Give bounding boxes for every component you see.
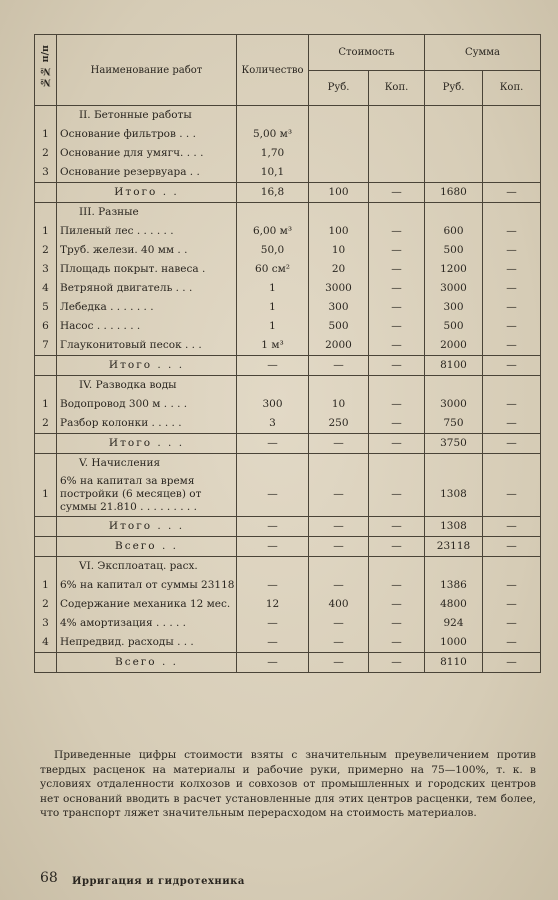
work-name-cell: Глауконитовый песок . . .	[57, 336, 237, 356]
quantity-cell: —	[237, 537, 309, 557]
cost-kop-cell	[369, 376, 425, 396]
sum-kop-cell: —	[483, 298, 541, 317]
table-row	[35, 163, 541, 183]
cost-kop-cell: —	[369, 317, 425, 336]
sum-rub-cell: 2000	[425, 336, 483, 356]
work-name-cell: Водопровод 300 м . . . .	[57, 395, 237, 414]
table-row	[35, 298, 541, 317]
sum-kop-cell: —	[483, 395, 541, 414]
sum-rub-cell: 1386	[425, 576, 483, 595]
table-body	[35, 106, 541, 673]
cost-estimate-table	[34, 34, 541, 673]
work-name-cell: Итого . . .	[57, 517, 237, 537]
work-name-cell: Основание фильтров . . .	[57, 125, 237, 144]
sum-rub-cell: 600	[425, 222, 483, 241]
quantity-cell: —	[237, 434, 309, 454]
row-number-cell	[35, 183, 57, 203]
cost-kop-cell	[369, 454, 425, 474]
row-number-cell	[35, 434, 57, 454]
cost-kop-cell: —	[369, 395, 425, 414]
cost-rub-cell: —	[309, 576, 369, 595]
sum-rub-cell	[425, 203, 483, 223]
table-row	[35, 125, 541, 144]
sum-kop-cell: —	[483, 279, 541, 298]
row-number-cell: 4	[35, 633, 57, 653]
row-number-cell: 3	[35, 163, 57, 183]
sum-kop-cell: —	[483, 633, 541, 653]
cost-kop-cell: —	[369, 653, 425, 673]
quantity-cell: —	[237, 653, 309, 673]
row-number-cell: 1	[35, 576, 57, 595]
cost-rub-cell: 300	[309, 298, 369, 317]
work-name-cell: VI. Эксплоатац. расх.	[57, 557, 237, 577]
work-name-cell: 6% на капитал от суммы 23118	[57, 576, 237, 595]
cost-kop-cell: —	[369, 222, 425, 241]
cost-rub-cell: —	[309, 434, 369, 454]
work-name-cell: Непредвид. расходы . . .	[57, 633, 237, 653]
quantity-cell: 1	[237, 279, 309, 298]
sum-kop-cell: —	[483, 614, 541, 633]
work-name-cell: Ветряной двигатель . . .	[57, 279, 237, 298]
sum-kop-cell: —	[483, 222, 541, 241]
table-row	[35, 595, 541, 614]
sum-rub-cell	[425, 376, 483, 396]
work-name-cell: Основание для умягч. . . .	[57, 144, 237, 163]
work-name-cell: Лебедка . . . . . . .	[57, 298, 237, 317]
cost-kop-cell: —	[369, 279, 425, 298]
quantity-cell	[237, 106, 309, 126]
work-name-cell: III. Разные	[57, 203, 237, 223]
cost-kop-cell: —	[369, 241, 425, 260]
column-header-sum-kop: Коп.	[483, 70, 541, 106]
cost-rub-cell: 100	[309, 183, 369, 203]
sum-rub-cell: 4800	[425, 595, 483, 614]
cost-rub-cell: 2000	[309, 336, 369, 356]
sum-rub-cell: 3000	[425, 279, 483, 298]
column-header-cost-rub: Руб.	[309, 70, 369, 106]
sum-rub-cell	[425, 557, 483, 577]
table-row	[35, 614, 541, 633]
footnote-paragraph: Приведенные цифры стоимости взяты с значительным преувеличением против твердых расценок на материалы и рабочие руки, примерно на 75—100%, т. к. в условиях отдаленности колхозов и совхозов от промышленных и городских центров нет оснований вводить в расчет установленные для этих центров расценки, тем более, что транспорт ляжет значительным перерасходом на стоимость материалов.	[40, 749, 536, 819]
sum-rub-cell	[425, 106, 483, 126]
cost-rub-cell: —	[309, 473, 369, 517]
row-number-cell: 3	[35, 260, 57, 279]
cost-rub-cell	[309, 376, 369, 396]
work-name-cell: 4% амортизация . . . . .	[57, 614, 237, 633]
quantity-cell: —	[237, 473, 309, 517]
row-number-cell	[35, 203, 57, 223]
table-row	[35, 241, 541, 260]
sum-kop-cell	[483, 376, 541, 396]
total-row	[35, 183, 541, 203]
sum-kop-cell	[483, 144, 541, 163]
work-name-cell: IV. Разводка воды	[57, 376, 237, 396]
total-row	[35, 517, 541, 537]
work-name-cell: II. Бетонные работы	[57, 106, 237, 126]
work-name-cell: Площадь покрыт. навеса .	[57, 260, 237, 279]
quantity-cell: —	[237, 576, 309, 595]
cost-rub-cell	[309, 144, 369, 163]
sum-rub-cell: 500	[425, 241, 483, 260]
sum-kop-cell	[483, 163, 541, 183]
row-number-cell: 1	[35, 222, 57, 241]
table-row	[35, 317, 541, 336]
quantity-cell: 1 м³	[237, 336, 309, 356]
row-number-cell: 5	[35, 298, 57, 317]
cost-rub-cell: —	[309, 653, 369, 673]
column-header-sum: Сумма	[425, 35, 541, 71]
cost-rub-cell: 500	[309, 317, 369, 336]
row-number-cell: 2	[35, 241, 57, 260]
row-number-cell: 2	[35, 144, 57, 163]
sum-kop-cell: —	[483, 653, 541, 673]
sum-rub-cell: 1200	[425, 260, 483, 279]
table-row	[35, 279, 541, 298]
quantity-cell: 16,8	[237, 183, 309, 203]
cost-kop-cell: —	[369, 576, 425, 595]
page-number: 68	[40, 870, 58, 886]
table-row	[35, 395, 541, 414]
row-number-cell	[35, 557, 57, 577]
work-name-cell: 6% на капитал за время постройки (6 месяцев) от суммы 21.810 . . . . . . . . .	[57, 473, 237, 517]
cost-kop-cell	[369, 144, 425, 163]
sum-rub-cell	[425, 144, 483, 163]
row-number-cell	[35, 537, 57, 557]
row-number-cell: 7	[35, 336, 57, 356]
cost-kop-cell: —	[369, 595, 425, 614]
sum-kop-cell: —	[483, 434, 541, 454]
cost-kop-cell: —	[369, 298, 425, 317]
section-heading-row	[35, 203, 541, 223]
table-row	[35, 336, 541, 356]
column-header-cost: Стоимость	[309, 35, 425, 71]
sum-kop-cell: —	[483, 183, 541, 203]
sum-kop-cell: —	[483, 356, 541, 376]
total-row	[35, 356, 541, 376]
sum-rub-cell: 3750	[425, 434, 483, 454]
cost-kop-cell: —	[369, 434, 425, 454]
sum-kop-cell	[483, 454, 541, 474]
column-header-number: №№ п/п	[35, 35, 57, 106]
sum-rub-cell: 924	[425, 614, 483, 633]
cost-rub-cell	[309, 203, 369, 223]
sum-kop-cell	[483, 106, 541, 126]
row-number-cell: 1	[35, 473, 57, 517]
cost-rub-cell	[309, 454, 369, 474]
sum-kop-cell: —	[483, 517, 541, 537]
sum-rub-cell: 300	[425, 298, 483, 317]
sum-kop-cell	[483, 203, 541, 223]
cost-rub-cell: —	[309, 633, 369, 653]
table-header	[35, 35, 541, 106]
sum-rub-cell: 750	[425, 414, 483, 434]
cost-kop-cell: —	[369, 183, 425, 203]
cost-rub-cell: —	[309, 614, 369, 633]
quantity-cell: 50,0	[237, 241, 309, 260]
cost-kop-cell: —	[369, 260, 425, 279]
cost-kop-cell	[369, 203, 425, 223]
work-name-cell: Итого . .	[57, 183, 237, 203]
section-heading-row	[35, 106, 541, 126]
sum-rub-cell	[425, 454, 483, 474]
work-name-cell: V. Начисления	[57, 454, 237, 474]
row-number-cell: 6	[35, 317, 57, 336]
work-name-cell: Итого . . .	[57, 356, 237, 376]
sum-kop-cell: —	[483, 537, 541, 557]
table-row	[35, 414, 541, 434]
quantity-cell	[237, 454, 309, 474]
running-footer-title: Ирригация и гидротехника	[72, 876, 245, 887]
quantity-cell: —	[237, 517, 309, 537]
sum-rub-cell: 1308	[425, 517, 483, 537]
cost-rub-cell: 400	[309, 595, 369, 614]
quantity-cell: 60 см²	[237, 260, 309, 279]
cost-rub-cell	[309, 557, 369, 577]
column-header-cost-kop: Коп.	[369, 70, 425, 106]
cost-kop-cell: —	[369, 414, 425, 434]
sum-kop-cell	[483, 125, 541, 144]
sum-kop-cell: —	[483, 414, 541, 434]
quantity-cell: 1	[237, 298, 309, 317]
cost-rub-cell: 10	[309, 395, 369, 414]
total-row	[35, 434, 541, 454]
quantity-cell: —	[237, 614, 309, 633]
sum-rub-cell	[425, 125, 483, 144]
column-header-name: Наименование работ	[57, 35, 237, 106]
sum-kop-cell: —	[483, 317, 541, 336]
sum-kop-cell	[483, 557, 541, 577]
sum-rub-cell: 500	[425, 317, 483, 336]
cost-kop-cell: —	[369, 537, 425, 557]
cost-rub-cell: 250	[309, 414, 369, 434]
work-name-cell: Основание резервуара . .	[57, 163, 237, 183]
row-number-cell: 1	[35, 125, 57, 144]
row-number-cell: 2	[35, 414, 57, 434]
quantity-cell: 3	[237, 414, 309, 434]
cost-rub-cell: 10	[309, 241, 369, 260]
sum-rub-cell: 23118	[425, 537, 483, 557]
cost-kop-cell: —	[369, 473, 425, 517]
table-row	[35, 473, 541, 517]
sum-rub-cell: 1680	[425, 183, 483, 203]
work-name-cell: Итого . . .	[57, 434, 237, 454]
work-name-cell: Насос . . . . . . .	[57, 317, 237, 336]
cost-kop-cell	[369, 125, 425, 144]
column-header-quantity: Количество	[237, 35, 309, 106]
quantity-cell: —	[237, 633, 309, 653]
cost-kop-cell	[369, 163, 425, 183]
sum-kop-cell: —	[483, 595, 541, 614]
row-number-cell: 2	[35, 595, 57, 614]
cost-rub-cell: —	[309, 517, 369, 537]
cost-kop-cell: —	[369, 517, 425, 537]
table-row	[35, 260, 541, 279]
sum-rub-cell: 3000	[425, 395, 483, 414]
section-heading-row	[35, 454, 541, 474]
sum-kop-cell: —	[483, 473, 541, 517]
sum-rub-cell: 8100	[425, 356, 483, 376]
total-row	[35, 537, 541, 557]
row-number-cell	[35, 376, 57, 396]
quantity-cell: 1	[237, 317, 309, 336]
row-number-cell: 4	[35, 279, 57, 298]
quantity-cell: 300	[237, 395, 309, 414]
sum-rub-cell: 1308	[425, 473, 483, 517]
row-number-cell	[35, 356, 57, 376]
row-number-cell	[35, 517, 57, 537]
cost-kop-cell	[369, 557, 425, 577]
quantity-cell	[237, 203, 309, 223]
sum-kop-cell: —	[483, 576, 541, 595]
cost-kop-cell	[369, 106, 425, 126]
work-name-cell: Труб. желези. 40 мм . .	[57, 241, 237, 260]
sum-kop-cell: —	[483, 241, 541, 260]
sum-rub-cell: 1000	[425, 633, 483, 653]
quantity-cell: 1,70	[237, 144, 309, 163]
table-row	[35, 144, 541, 163]
row-number-cell: 3	[35, 614, 57, 633]
total-row	[35, 653, 541, 673]
quantity-cell	[237, 376, 309, 396]
table-row	[35, 633, 541, 653]
table-row	[35, 576, 541, 595]
section-heading-row	[35, 376, 541, 396]
sum-rub-cell: 8110	[425, 653, 483, 673]
sum-rub-cell	[425, 163, 483, 183]
row-number-cell	[35, 653, 57, 673]
row-number-cell	[35, 454, 57, 474]
work-name-cell: Содержание механика 12 мес.	[57, 595, 237, 614]
cost-rub-cell	[309, 125, 369, 144]
row-number-cell	[35, 106, 57, 126]
cost-rub-cell: —	[309, 537, 369, 557]
cost-kop-cell: —	[369, 614, 425, 633]
cost-kop-cell: —	[369, 633, 425, 653]
cost-rub-cell	[309, 106, 369, 126]
sum-kop-cell: —	[483, 260, 541, 279]
sum-kop-cell: —	[483, 336, 541, 356]
cost-kop-cell: —	[369, 336, 425, 356]
cost-rub-cell: 100	[309, 222, 369, 241]
quantity-cell: 10,1	[237, 163, 309, 183]
quantity-cell	[237, 557, 309, 577]
cost-rub-cell: 3000	[309, 279, 369, 298]
work-name-cell: Всего . .	[57, 537, 237, 557]
section-heading-row	[35, 557, 541, 577]
cost-kop-cell: —	[369, 356, 425, 376]
work-name-cell: Пиленый лес . . . . . .	[57, 222, 237, 241]
row-number-cell: 1	[35, 395, 57, 414]
quantity-cell: 12	[237, 595, 309, 614]
quantity-cell: 6,00 м³	[237, 222, 309, 241]
table-row	[35, 222, 541, 241]
work-name-cell: Всего . .	[57, 653, 237, 673]
work-name-cell: Разбор колонки . . . . .	[57, 414, 237, 434]
cost-rub-cell	[309, 163, 369, 183]
column-header-sum-rub: Руб.	[425, 70, 483, 106]
quantity-cell: 5,00 м³	[237, 125, 309, 144]
cost-rub-cell: 20	[309, 260, 369, 279]
cost-rub-cell: —	[309, 356, 369, 376]
quantity-cell: —	[237, 356, 309, 376]
